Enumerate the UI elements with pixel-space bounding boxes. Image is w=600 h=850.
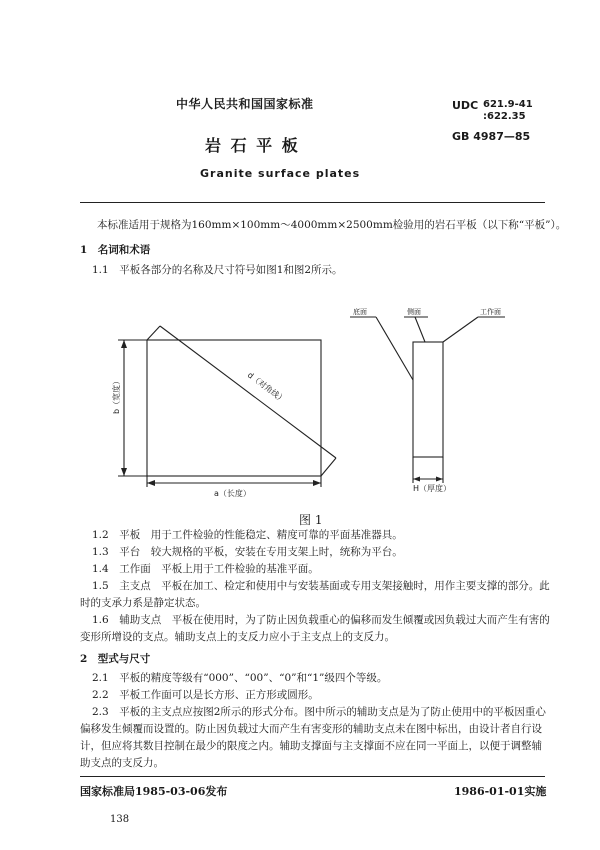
diagonal-line — [160, 326, 336, 458]
page-number: 138 — [110, 814, 130, 825]
arrow-a-left — [147, 480, 155, 486]
document-subtitle-en: Granite surface plates — [200, 167, 361, 180]
document-title: 岩 石 平 板 — [205, 136, 300, 155]
udc-line1: 621.9-41 — [483, 99, 533, 110]
arrow-b-top — [121, 340, 127, 348]
clause-1-5: 1.5 主支点 平板在加工、检定和使用中与安装基面或专用支架接触时，用作主要支撑的部分。此 — [92, 580, 550, 592]
diagonal-lead-line — [147, 326, 160, 340]
arrow-b-bottom — [121, 468, 127, 476]
clause-2-1: 2.1 平板的精度等级有“000”、“00”、“0”和“1”级四个等级。 — [92, 672, 388, 684]
udc-label: UDC — [452, 99, 479, 112]
arrow-a-right — [313, 480, 321, 486]
issued-date: 国家标准局1985-03-06发布 — [80, 785, 228, 798]
footer-divider — [80, 776, 545, 777]
clause-2-3: 2.3 平板的主支点应按图2所示的形式分布。图中所示的辅助支点是为了防止使用中的平板因重心 — [92, 706, 546, 718]
clause-1-4: 1.4 工作面 平板上用于工件检验的基准平面。 — [92, 563, 319, 575]
clause-1-6: 1.6 辅助支点 平板在使用时，为了防止因负载重心的偏移而发生倾覆或因负载过大而产生有害的 — [92, 614, 550, 626]
plate-front-outline — [147, 340, 321, 476]
clause-1-1: 1.1 平板各部分的名称及尺寸符号如图1和图2所示。 — [92, 264, 343, 276]
section-1-heading: 1 名词和术语 — [80, 244, 151, 256]
intro-paragraph: 本标准适用于规格为160mm×100mm～4000mm×2500mm检验用的岩石平板（以下称“平板”）。 — [97, 219, 567, 231]
clause-1-3: 1.3 平台 较大规格的平板，安装在专用支架上时，统称为平台。 — [92, 546, 403, 558]
clause-1-6-cont: 变形所增设的支点。辅助支点上的支反力应小于主支点上的支反力。 — [80, 631, 395, 643]
effective-date: 1986-01-01实施 — [454, 785, 547, 798]
side-leader-line — [415, 317, 425, 342]
clause-1-5-cont: 时的支承力系是静定状态。 — [80, 597, 206, 609]
udc-line2: :622.35 — [483, 111, 526, 122]
diagonal-label: d（对角线） — [245, 370, 288, 405]
length-label: a（长度） — [214, 489, 251, 498]
width-label: b（宽度） — [112, 376, 121, 414]
diagonal-end-line — [321, 458, 336, 476]
clause-1-2: 1.2 平板 用于工件检验的性能稳定、精度可靠的平面基准器具。 — [92, 529, 403, 541]
bottom-leader-line — [376, 317, 413, 380]
side-face-label: 侧面 — [407, 308, 421, 316]
work-leader-line — [443, 317, 478, 342]
work-face-label: 工作面 — [480, 308, 501, 316]
gb-code: GB 4987—85 — [452, 130, 531, 143]
clause-2-3-cont1: 偏移发生倾覆而设置的。防止因负载过大而产生有害变形的辅助支点未在图中标出，由设计者自行设 — [80, 723, 542, 735]
arrow-h-right — [436, 477, 443, 482]
clause-2-2: 2.2 平板工作面可以是长方形、正方形或圆形。 — [92, 689, 319, 701]
arrow-h-left — [413, 477, 420, 482]
clause-2-3-cont3: 助支点的支反力。 — [80, 757, 164, 769]
bottom-face-label: 底面 — [353, 308, 367, 316]
standard-org: 中华人民共和国国家标准 — [176, 97, 314, 111]
plate-side-outline — [413, 342, 443, 457]
thickness-label: H（厚度） — [413, 484, 452, 493]
figure-caption: 图 1 — [299, 513, 323, 527]
clause-2-3-cont2: 计，但应将其数目控制在最少的限度之内。辅助支撑面与主支撑面不应在同一平面上，以便于调整辅 — [80, 740, 542, 752]
section-2-heading: 2 型式与尺寸 — [80, 653, 151, 665]
